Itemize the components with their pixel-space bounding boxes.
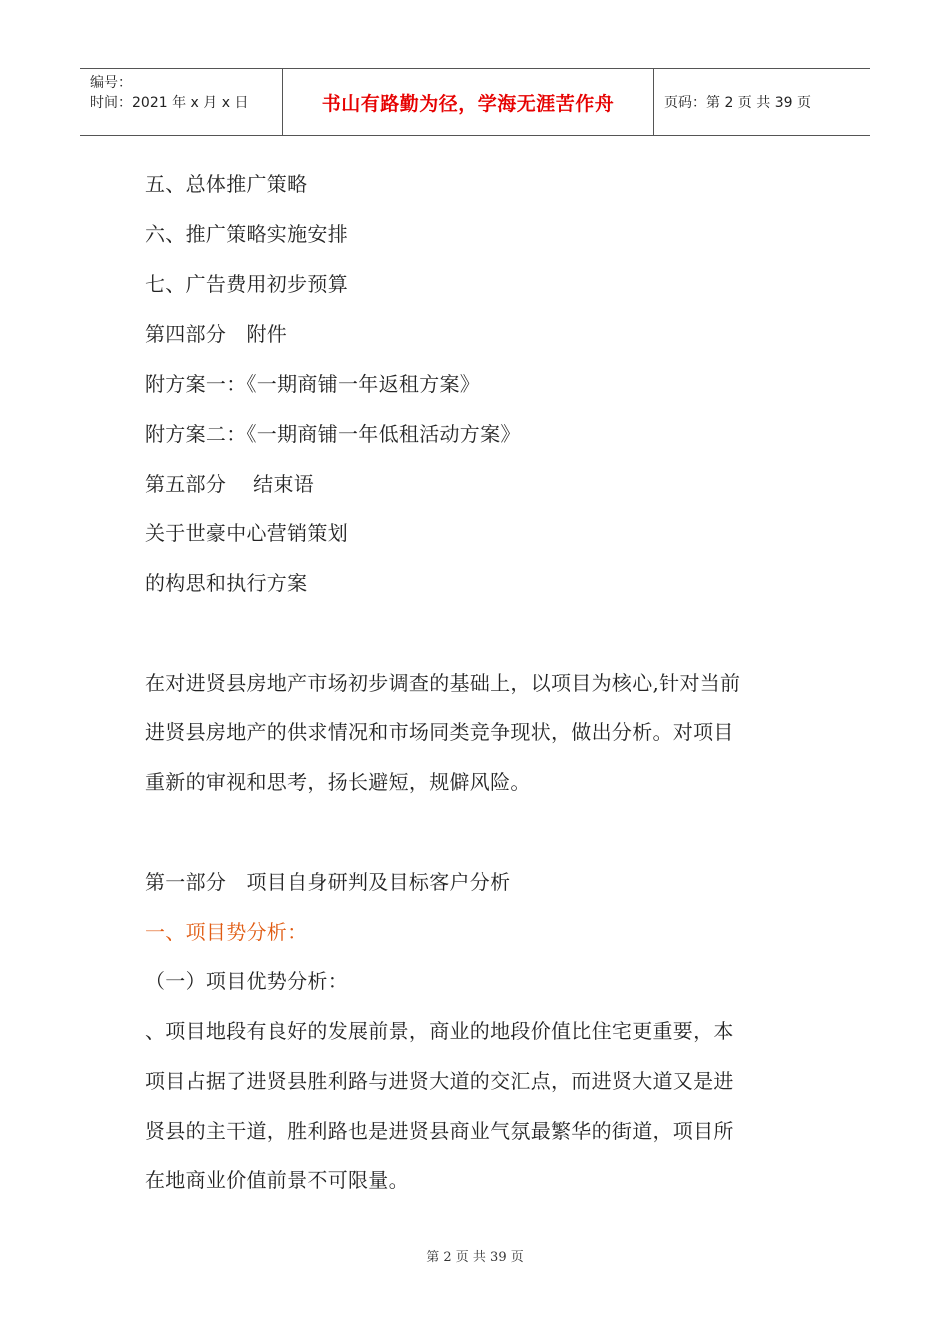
document-title-line: 的构思和执行方案 — [145, 571, 308, 595]
header-page-cell — [654, 69, 870, 135]
section-heading: 第一部分 项目自身研判及目标客户分析 — [145, 870, 511, 894]
intro-paragraph-line: 在对进贤县房地产市场初步调查的基础上，以项目为核心,针对当前 — [145, 671, 741, 695]
toc-line: 六、推广策略实施安排 — [145, 222, 348, 246]
subsection-heading: 一、项目势分析： — [145, 920, 308, 944]
document-number-label: 编号： — [90, 75, 132, 91]
body-paragraph-line: 贤县的主干道，胜利路也是进贤县商业气氛最繁华的街道，项目所 — [145, 1119, 734, 1143]
toc-line: 附方案二：《一期商铺一年低租活动方案》 — [145, 422, 521, 446]
header-motto: 书山有路勤为径，学海无涯苦作舟 — [321, 92, 615, 115]
document-date-label: 时间：2021 年 x 月 x 日 — [90, 95, 249, 111]
header-left-cell — [80, 69, 282, 135]
page-footer: 第 2 页 共 39 页 — [426, 1250, 524, 1265]
page-header — [80, 68, 870, 136]
body-paragraph-line: 项目占据了进贤县胜利路与进贤大道的交汇点，而进贤大道又是进 — [145, 1069, 734, 1093]
header-motto-cell — [282, 69, 654, 135]
document-title-line: 关于世豪中心营销策划 — [145, 521, 348, 545]
sub-subsection-heading: （一）项目优势分析： — [145, 969, 348, 993]
intro-paragraph-line: 重新的审视和思考，扬长避短，规僻风险。 — [145, 770, 531, 794]
toc-line: 第五部分 结束语 — [145, 472, 315, 496]
toc-line: 五、总体推广策略 — [145, 172, 308, 196]
toc-line: 附方案一：《一期商铺一年返租方案》 — [145, 372, 481, 396]
body-paragraph-line: 在地商业价值前景不可限量。 — [145, 1168, 409, 1192]
header-page-number: 页码：第 2 页 共 39 页 — [664, 95, 811, 111]
body-paragraph-line: 、项目地段有良好的发展前景，商业的地段价值比住宅更重要，本 — [145, 1019, 734, 1043]
toc-line: 七、广告费用初步预算 — [145, 272, 348, 296]
toc-line: 第四部分 附件 — [145, 322, 288, 346]
intro-paragraph-line: 进贤县房地产的供求情况和市场同类竞争现状，做出分析。对项目 — [145, 720, 734, 744]
